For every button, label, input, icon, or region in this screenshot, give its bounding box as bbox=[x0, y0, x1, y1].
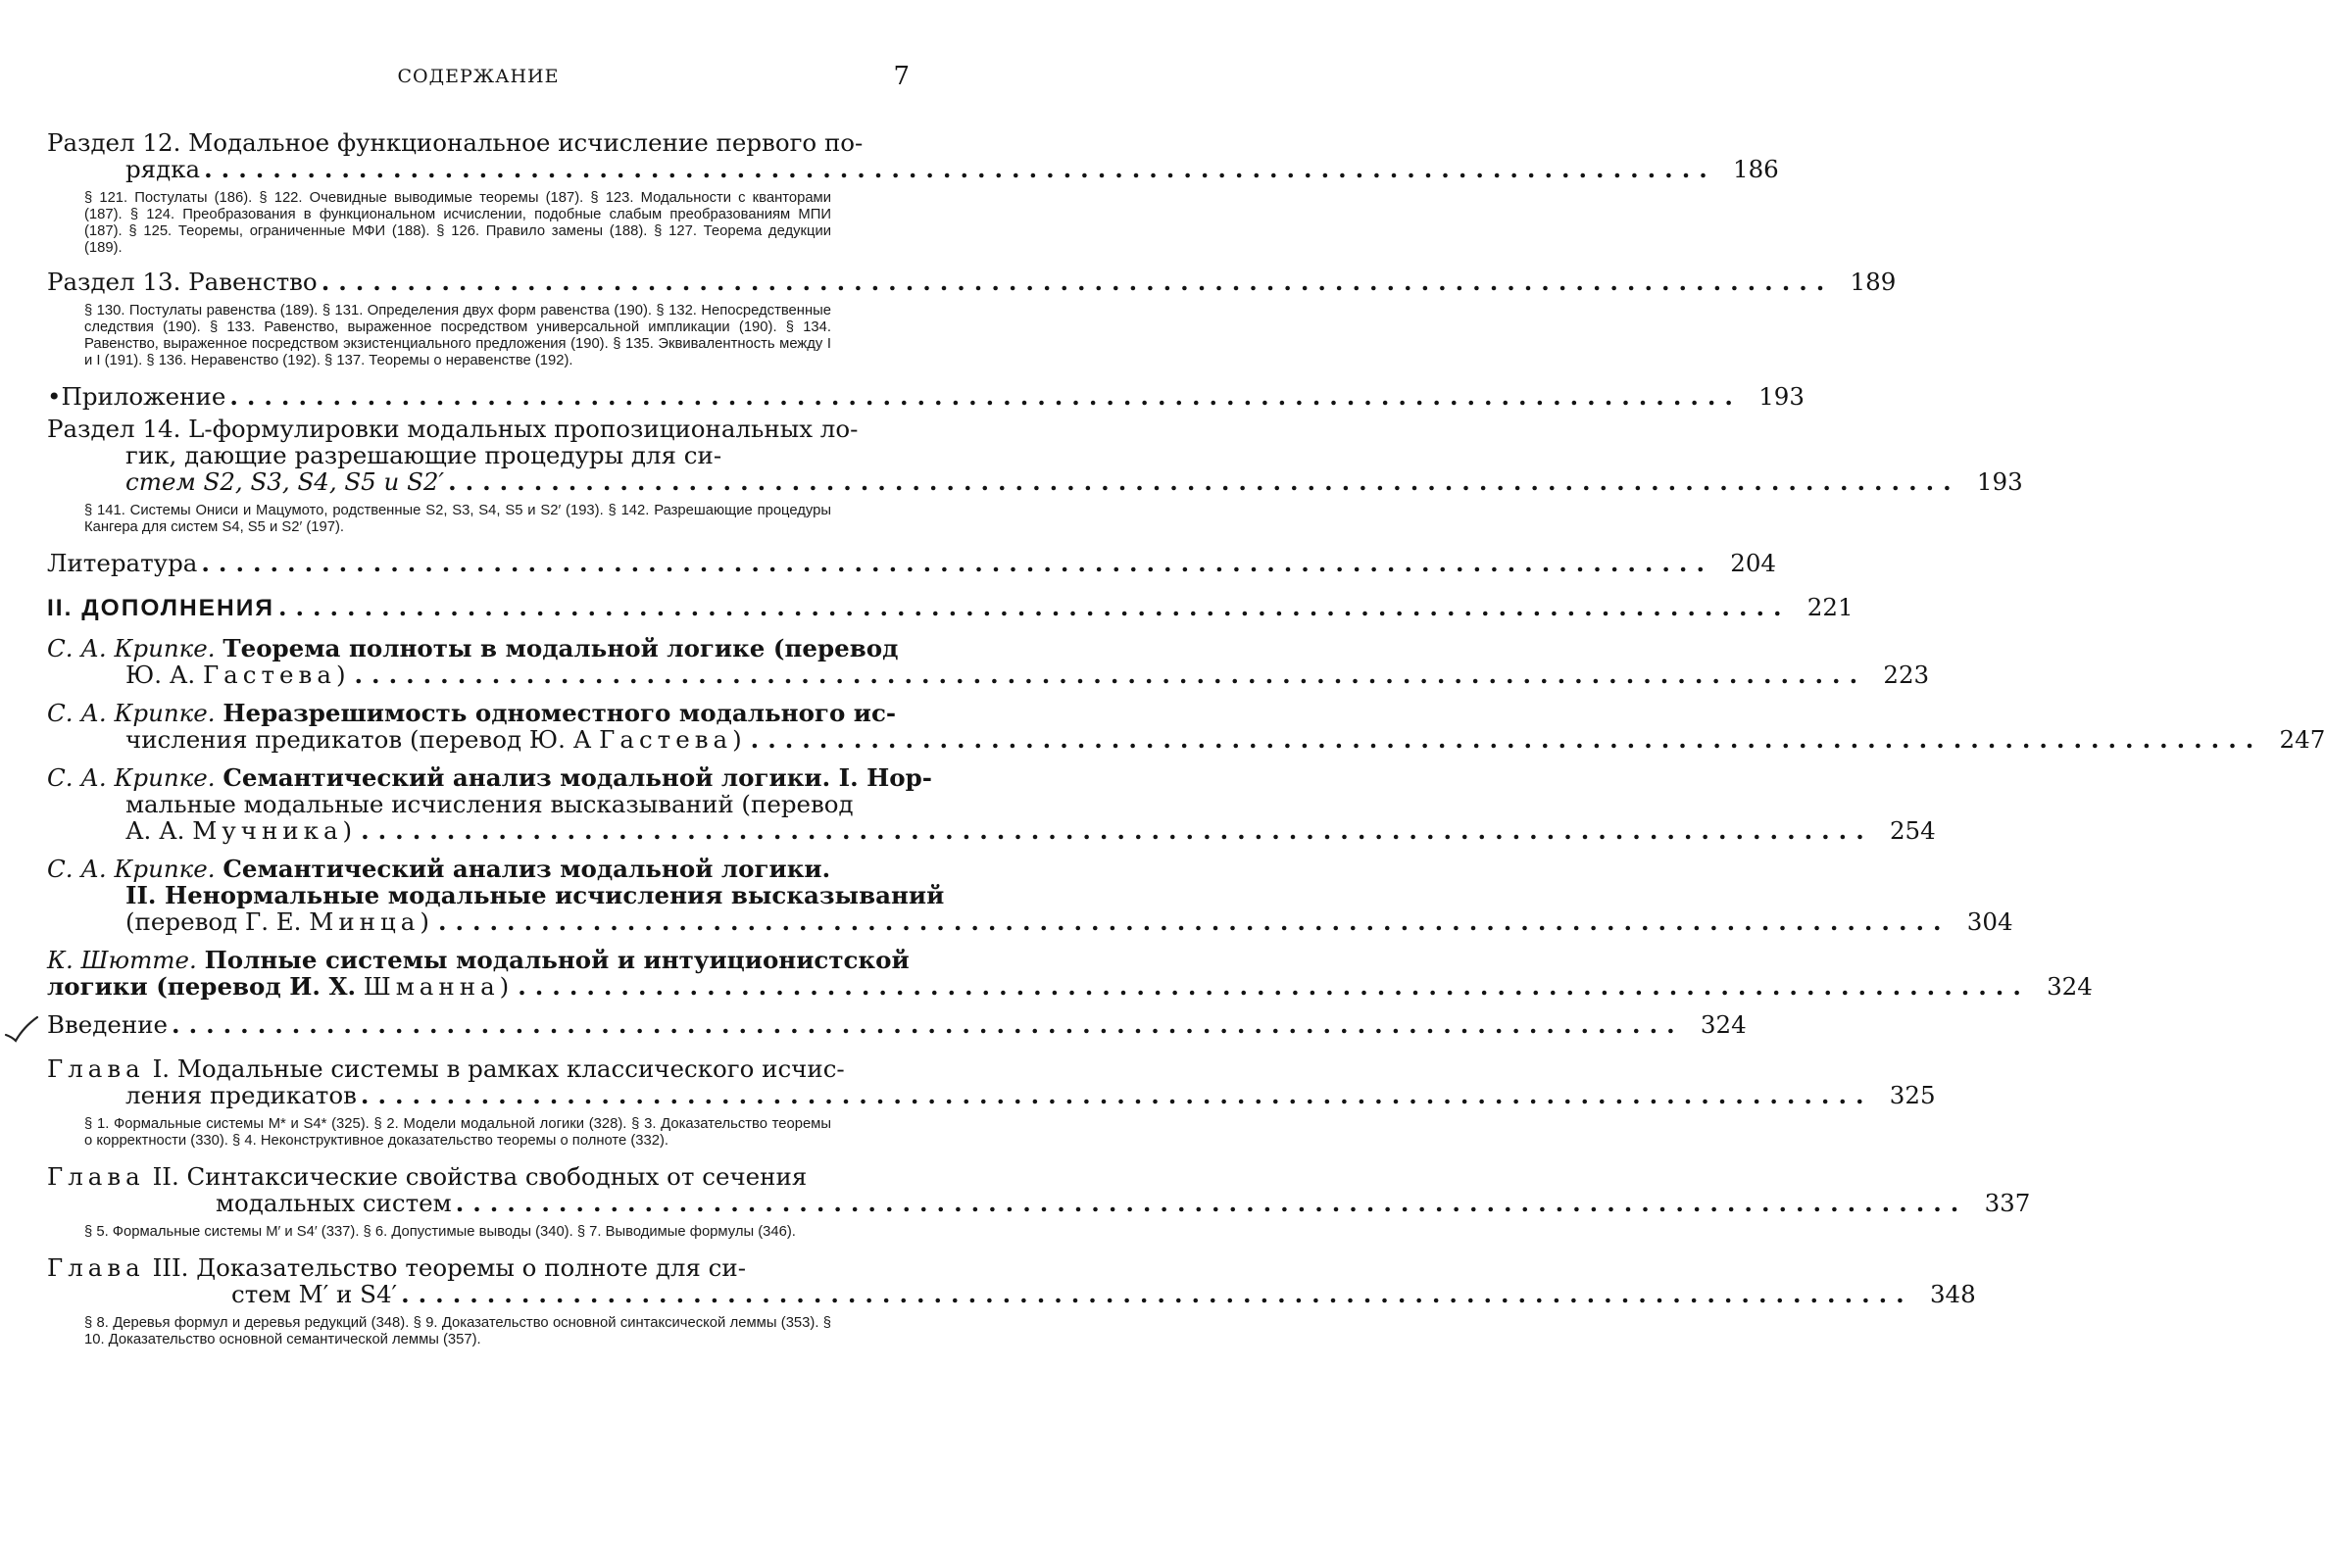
toc-entry-chapter-2 bbox=[47, 1162, 2031, 1241]
entry-title: Неразрешимость одноместного модального ис- bbox=[223, 699, 897, 727]
entry-page: 247 bbox=[2279, 725, 2325, 754]
entry-title-cont: логики (перевод И. Х. bbox=[47, 972, 356, 1001]
entry-title: Раздел 13. Равенство bbox=[47, 268, 318, 296]
toc-entry-references bbox=[47, 549, 1776, 577]
leader-dots: ........................................................................................ bbox=[361, 816, 1873, 845]
toc-entry-schutte bbox=[47, 946, 2093, 1001]
entry-title: II. Синтаксические свойства свободных от сечения bbox=[152, 1162, 808, 1191]
entry-page: 325 bbox=[1889, 1081, 1936, 1109]
entry-title-cont: ления предикатов bbox=[125, 1081, 357, 1109]
entry-title-cont: рядка bbox=[125, 155, 201, 183]
entry-title: Семантический анализ модальной логики. bbox=[223, 855, 831, 883]
entry-subsections: § 141. Системы Ониси и Мацумото, родственные S2, S3, S4, S5 и S2′ (193). § 142. Разрешающие процедуры Кангера для систем S4, S5 и S2′ (197). bbox=[84, 503, 831, 535]
entry-page: 186 bbox=[1733, 155, 1779, 183]
entry-title: Раздел 12. Модальное функциональное исчисление первого по- bbox=[47, 128, 864, 157]
entry-author: С. А. Крипке. bbox=[47, 634, 216, 662]
leader-dots: ........................................................................................ bbox=[455, 1189, 1968, 1217]
toc-entry-kripke-semantic-1 bbox=[47, 763, 1936, 845]
leader-dots: ........................................................................................ bbox=[354, 661, 1867, 689]
entry-title-cont: числения предикатов (перевод Ю. А bbox=[125, 725, 592, 754]
entry-title: II. ДОПОЛНЕНИЯ bbox=[47, 595, 274, 621]
table-of-contents bbox=[47, 128, 2325, 1348]
entry-translator-name: Минца) bbox=[309, 907, 434, 936]
page-number: 7 bbox=[893, 62, 910, 91]
toc-entry-section-13 bbox=[47, 268, 1897, 369]
entry-translator-name: Гастева) bbox=[599, 725, 747, 754]
leader-dots: ........................................................................................ bbox=[321, 268, 1834, 296]
chapter-label: Глава bbox=[47, 1162, 145, 1191]
toc-entry-introduction bbox=[47, 1010, 1747, 1039]
toc-entry-kripke-semantic-2 bbox=[47, 855, 2013, 936]
entry-subsections: § 8. Деревья формул и деревья редукций (348). § 9. Доказательство основной синтаксической леммы (353). § 10. Доказательство основной семантической леммы (357). bbox=[84, 1315, 831, 1348]
entry-page: 223 bbox=[1883, 661, 1930, 689]
entry-title-cont: стем S2, S3, S4, S5 и S2′ bbox=[125, 467, 445, 496]
entry-page: 193 bbox=[1758, 382, 1805, 411]
page-title: СОДЕРЖАНИЕ bbox=[397, 66, 560, 87]
entry-title: III. Доказательство теоремы о полноте для си- bbox=[152, 1253, 746, 1282]
entry-page: 324 bbox=[2047, 972, 2093, 1001]
entry-title: I. Модальные системы в рамках классического исчис- bbox=[152, 1054, 845, 1083]
chapter-label: Глава bbox=[47, 1253, 145, 1282]
toc-entry-section-12 bbox=[47, 128, 1779, 257]
leader-dots: ........................................................................................ bbox=[448, 467, 1960, 496]
entry-page: 193 bbox=[1976, 467, 2023, 496]
entry-translator: Ю. А. bbox=[125, 661, 196, 689]
entry-page: 204 bbox=[1730, 549, 1776, 577]
entry-title: Полные системы модальной и интуиционистской bbox=[204, 946, 910, 974]
leader-dots: ........................................................................................ bbox=[201, 549, 1713, 577]
entry-title-cont: мальные модальные исчисления высказываний (перевод bbox=[125, 790, 854, 818]
leader-dots: ........................................................................................ bbox=[401, 1280, 1913, 1308]
entry-title: Семантический анализ модальной логики. I. Нор- bbox=[223, 763, 932, 792]
entry-title: Введение bbox=[47, 1010, 169, 1039]
toc-entry-part-2 bbox=[47, 593, 1854, 621]
entry-title: Теорема полноты в модальной логике (перевод bbox=[223, 634, 899, 662]
entry-title-cont: гик, дающие разрешающие процедуры для си- bbox=[125, 441, 722, 469]
leader-dots: ........................................................................................ bbox=[204, 155, 1716, 183]
leader-dots: ........................................................................................ bbox=[172, 1010, 1684, 1039]
entry-page: 254 bbox=[1889, 816, 1936, 845]
entry-author: К. Шютте. bbox=[47, 946, 197, 974]
toc-entry-kripke-completeness bbox=[47, 634, 1930, 689]
entry-title-cont: II. Ненормальные модальные исчисления высказываний bbox=[125, 881, 945, 909]
entry-page: 304 bbox=[1966, 907, 2013, 936]
entry-page: 348 bbox=[1929, 1280, 1976, 1308]
toc-entry-appendix bbox=[47, 382, 1805, 411]
entry-author: С. А. Крипке. bbox=[47, 763, 216, 792]
entry-page: 337 bbox=[1984, 1189, 2031, 1217]
entry-author: С. А. Крипке. bbox=[47, 855, 216, 883]
entry-translator-name: Шманна) bbox=[363, 972, 515, 1001]
leader-dots: ........................................................................................ bbox=[360, 1081, 1873, 1109]
entry-title-cont: стем M′ и S4′ bbox=[231, 1280, 398, 1308]
entry-translator: А. А. bbox=[125, 816, 185, 845]
leader-dots: ........................................................................................ bbox=[437, 907, 1951, 936]
leader-dots: ........................................................................................ bbox=[750, 725, 2263, 754]
toc-entry-chapter-3 bbox=[47, 1253, 1976, 1348]
entry-title: Литература bbox=[47, 549, 198, 577]
toc-entry-chapter-1 bbox=[47, 1054, 1936, 1150]
checkmark-icon bbox=[4, 1013, 43, 1053]
chapter-label: Глава bbox=[47, 1054, 145, 1083]
toc-entry-section-14 bbox=[47, 415, 2023, 536]
leader-dots: ........................................................................................ bbox=[277, 593, 1791, 621]
entry-page: 221 bbox=[1806, 593, 1854, 621]
entry-page: 324 bbox=[1700, 1010, 1747, 1039]
entry-author: С. А. Крипке. bbox=[47, 699, 216, 727]
leader-dots: ........................................................................................ bbox=[229, 382, 1742, 411]
page-header bbox=[47, 62, 910, 91]
entry-page: 189 bbox=[1850, 268, 1897, 296]
toc-entry-kripke-undecidability bbox=[47, 699, 2325, 754]
entry-subsections: § 121. Постулаты (186). § 122. Очевидные выводимые теоремы (187). § 123. Модальности с кванторами (187). § 124. Преобразования в функциональном исчислении, подобные слабым преобразованиям МПИ (187). § 125. Теоремы, ограниченные МФИ (188). § 126. Правило замены (188). § 127. Теорема дедукции (189). bbox=[84, 190, 831, 256]
entry-subsections: § 5. Формальные системы M′ и S4′ (337). § 6. Допустимые выводы (340). § 7. Выводимые формулы (346). bbox=[84, 1224, 796, 1240]
entry-translator-name: Гастева) bbox=[202, 661, 351, 689]
entry-title-cont: модальных систем bbox=[216, 1189, 452, 1217]
entry-translator-name: Мучника) bbox=[192, 816, 358, 845]
entry-title: Раздел 14. L-формулировки модальных пропозициональных ло- bbox=[47, 415, 859, 443]
entry-title: •Приложение bbox=[47, 382, 226, 411]
entry-translator: (перевод Г. Е. bbox=[125, 907, 302, 936]
entry-subsections: § 1. Формальные системы M* и S4* (325). § 2. Модели модальной логики (328). § 3. Доказательство теоремы о корректности (330). § 4. Неконструктивное доказательство теоремы о полноте (332). bbox=[84, 1116, 831, 1149]
leader-dots: ........................................................................................ bbox=[518, 972, 2030, 1001]
entry-subsections: § 130. Постулаты равенства (189). § 131. Определения двух форм равенства (190). § 132. Непосредственные следствия (190). § 133. Равенство, выраженное посредством универсальной импликации (190). § 134. Равенство, выраженное посредством экзистенциального предложения (190). § 135. Эквивалентность между I и I (191). § 136. Неравенство (192). § 137. Теоремы о неравенстве (192). bbox=[84, 303, 831, 368]
